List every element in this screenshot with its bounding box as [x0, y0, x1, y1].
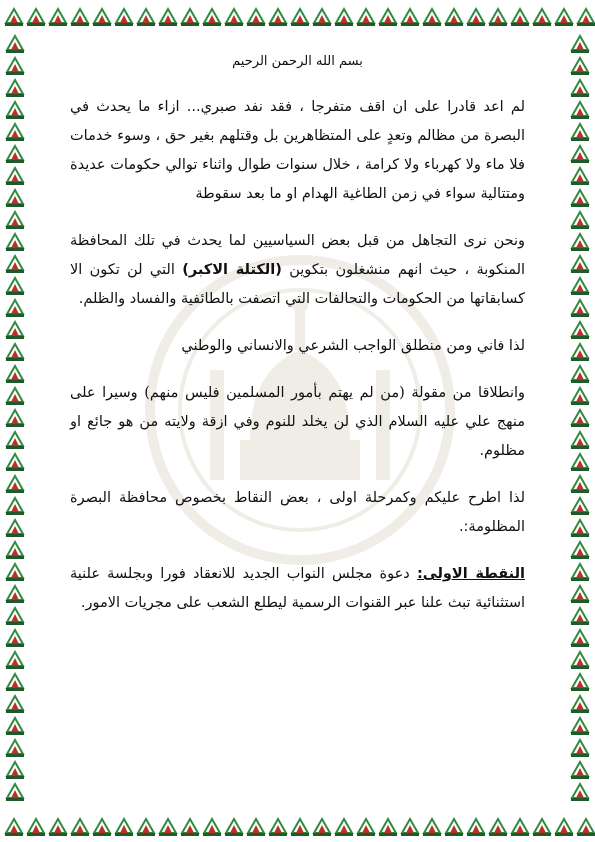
- dome-motif-icon: [379, 819, 397, 836]
- dome-motif-icon: [577, 819, 595, 836]
- dome-motif-icon: [6, 542, 24, 559]
- basmala-heading: بسم الله الرحمن الرحيم: [232, 54, 363, 69]
- paragraph-2-text-a: ونحن نرى التجاهل من قبل بعض السياسيين لما يحدث في تلك المحافظة المنكوبة ، حيث انهم منشغلون بتكوين: [70, 233, 526, 278]
- dome-motif-icon: [6, 124, 24, 141]
- dome-motif-icon: [571, 586, 589, 603]
- dome-motif-icon: [6, 256, 24, 273]
- border-right: [565, 30, 595, 810]
- dome-motif-icon: [6, 234, 24, 251]
- dome-motif-icon: [511, 9, 529, 26]
- dome-motif-icon: [291, 9, 309, 26]
- dome-motif-icon: [6, 300, 24, 317]
- dome-motif-icon: [115, 819, 133, 836]
- dome-motif-icon: [571, 542, 589, 559]
- paragraph-4: [70, 379, 525, 466]
- dome-motif-icon: [6, 718, 24, 735]
- dome-motif-icon: [571, 278, 589, 295]
- dome-motif-icon: [571, 718, 589, 735]
- dome-motif-icon: [6, 388, 24, 405]
- dome-motif-icon: [93, 9, 111, 26]
- dome-motif-icon: [313, 819, 331, 836]
- paragraph-4-text-a: وانطلاقا من مقولة: [411, 385, 526, 401]
- dome-motif-icon: [571, 432, 589, 449]
- dome-motif-icon: [6, 432, 24, 449]
- dome-motif-icon: [6, 454, 24, 471]
- dome-motif-icon: [225, 819, 243, 836]
- dome-motif-icon: [571, 564, 589, 581]
- dome-motif-icon: [6, 366, 24, 383]
- dome-motif-icon: [571, 344, 589, 361]
- dome-motif-icon: [401, 9, 419, 26]
- paragraph-3: لذا فاني ومن منطلق الواجب الشرعي والانساني والوطني: [181, 338, 525, 354]
- dome-motif-icon: [181, 819, 199, 836]
- dome-motif-icon: [401, 819, 419, 836]
- dome-motif-icon: [489, 819, 507, 836]
- dome-motif-icon: [159, 819, 177, 836]
- paragraph-5: لذا اطرح عليكم وكمرحلة اولى ، بعض النقاط بخصوص محافظة البصرة المظلومة:.: [70, 490, 525, 535]
- dome-motif-icon: [6, 58, 24, 75]
- dome-motif-icon: [571, 410, 589, 427]
- dome-motif-icon: [571, 58, 589, 75]
- dome-motif-icon: [6, 520, 24, 537]
- dome-motif-icon: [571, 256, 589, 273]
- dome-motif-icon: [571, 234, 589, 251]
- dome-motif-icon: [571, 102, 589, 119]
- dome-motif-icon: [571, 366, 589, 383]
- dome-motif-icon: [6, 36, 24, 53]
- dome-motif-icon: [6, 212, 24, 229]
- dome-motif-icon: [181, 9, 199, 26]
- dome-motif-icon: [467, 819, 485, 836]
- dome-motif-icon: [159, 9, 177, 26]
- dome-motif-icon: [203, 819, 221, 836]
- dome-motif-icon: [137, 819, 155, 836]
- paragraph-1: لم اعد قادرا على ان اقف متفرجا ، فقد نفد صبري... ازاء ما يحدث في البصرة من مظالم وتعدٍ على المتظاهرين بل وقتلهم بغير حق ، وسوء خدمات فلا ماء ولا كهرباء ولا كرامة ، خلال سنوات طوال واثناء توالي حكومات عديدة ومتتالية سواء في زمن الطاغية الهدام او ما بعد سقوطة: [70, 99, 525, 202]
- dome-motif-icon: [357, 819, 375, 836]
- border-bottom: [0, 810, 595, 840]
- dome-motif-icon: [571, 168, 589, 185]
- dome-motif-icon: [6, 696, 24, 713]
- dome-motif-icon: [6, 674, 24, 691]
- dome-motif-icon: [489, 9, 507, 26]
- dome-motif-icon: [571, 630, 589, 647]
- dome-motif-icon: [6, 168, 24, 185]
- paragraph-2-text-b: التي لن تكون الا كسابقاتها من الحكومات والتحالفات التي اتصفت بالطائفية والفساد والظلم.: [70, 262, 525, 307]
- bloc-name-bold: (الكتلة الاكبر): [182, 262, 282, 278]
- dome-motif-icon: [571, 300, 589, 317]
- dome-motif-icon: [6, 498, 24, 515]
- dome-motif-icon: [571, 674, 589, 691]
- dome-motif-icon: [247, 9, 265, 26]
- dome-motif-icon: [6, 278, 24, 295]
- paragraph-2: [70, 227, 525, 314]
- dome-motif-icon: [571, 498, 589, 515]
- dome-motif-icon: [571, 146, 589, 163]
- dome-motif-icon: [291, 819, 309, 836]
- dome-motif-icon: [571, 652, 589, 669]
- dome-motif-icon: [571, 696, 589, 713]
- dome-motif-icon: [5, 9, 23, 26]
- dome-motif-icon: [49, 9, 67, 26]
- hadith-quote: (من لم يهتم بأمور المسلمين فليس منهم): [144, 385, 405, 401]
- dome-motif-icon: [467, 9, 485, 26]
- dome-motif-icon: [571, 388, 589, 405]
- dome-motif-icon: [555, 9, 573, 26]
- dome-motif-icon: [445, 819, 463, 836]
- dome-motif-icon: [571, 322, 589, 339]
- dome-motif-icon: [6, 630, 24, 647]
- dome-motif-icon: [571, 762, 589, 779]
- dome-motif-icon: [571, 190, 589, 207]
- border-left: [0, 30, 30, 810]
- point-one-label: النقطة الاولى:: [416, 566, 526, 582]
- dome-motif-icon: [6, 784, 24, 801]
- dome-motif-icon: [6, 652, 24, 669]
- paragraph-4-text-b: وسيرا على منهج علي عليه السلام الذي لن يخلد للنوم وفي ازقة ولايته من هو جائع او مظلوم.: [70, 385, 525, 459]
- dome-motif-icon: [335, 9, 353, 26]
- dome-motif-icon: [571, 608, 589, 625]
- dome-motif-icon: [6, 740, 24, 757]
- dome-motif-icon: [571, 520, 589, 537]
- dome-motif-icon: [571, 124, 589, 141]
- dome-motif-icon: [357, 9, 375, 26]
- dome-motif-icon: [6, 410, 24, 427]
- paragraph-6: [70, 560, 525, 618]
- dome-motif-icon: [6, 608, 24, 625]
- dome-motif-icon: [269, 9, 287, 26]
- dome-motif-icon: [27, 819, 45, 836]
- dome-motif-icon: [511, 819, 529, 836]
- dome-motif-icon: [6, 190, 24, 207]
- dome-motif-icon: [27, 9, 45, 26]
- dome-motif-icon: [571, 80, 589, 97]
- dome-motif-icon: [571, 476, 589, 493]
- dome-motif-icon: [571, 784, 589, 801]
- dome-motif-icon: [5, 819, 23, 836]
- dome-motif-icon: [423, 819, 441, 836]
- dome-motif-icon: [555, 819, 573, 836]
- dome-motif-icon: [533, 819, 551, 836]
- dome-motif-icon: [269, 819, 287, 836]
- dome-motif-icon: [71, 9, 89, 26]
- dome-motif-icon: [6, 344, 24, 361]
- dome-motif-icon: [423, 9, 441, 26]
- point-one-text: دعوة مجلس النواب الجديد للانعقاد فورا وبجلسة علنية استثنائية تبث علنا عبر القنوات الرسمية ليطلع الشعب على مجريات الامور.: [70, 566, 525, 611]
- dome-motif-icon: [6, 80, 24, 97]
- dome-motif-icon: [6, 146, 24, 163]
- dome-motif-icon: [379, 9, 397, 26]
- dome-motif-icon: [115, 9, 133, 26]
- dome-motif-icon: [6, 762, 24, 779]
- dome-motif-icon: [247, 819, 265, 836]
- dome-motif-icon: [571, 740, 589, 757]
- dome-motif-icon: [71, 819, 89, 836]
- dome-motif-icon: [577, 9, 595, 26]
- dome-motif-icon: [313, 9, 331, 26]
- dome-motif-icon: [49, 819, 67, 836]
- dome-motif-icon: [571, 454, 589, 471]
- dome-motif-icon: [571, 212, 589, 229]
- letter-body: [70, 48, 525, 636]
- dome-motif-icon: [6, 564, 24, 581]
- dome-motif-icon: [6, 102, 24, 119]
- dome-motif-icon: [571, 36, 589, 53]
- dome-motif-icon: [6, 586, 24, 603]
- dome-motif-icon: [6, 322, 24, 339]
- dome-motif-icon: [93, 819, 111, 836]
- dome-motif-icon: [137, 9, 155, 26]
- dome-motif-icon: [225, 9, 243, 26]
- dome-motif-icon: [203, 9, 221, 26]
- dome-motif-icon: [6, 476, 24, 493]
- dome-motif-icon: [533, 9, 551, 26]
- border-top: [0, 0, 595, 30]
- dome-motif-icon: [445, 9, 463, 26]
- dome-motif-icon: [335, 819, 353, 836]
